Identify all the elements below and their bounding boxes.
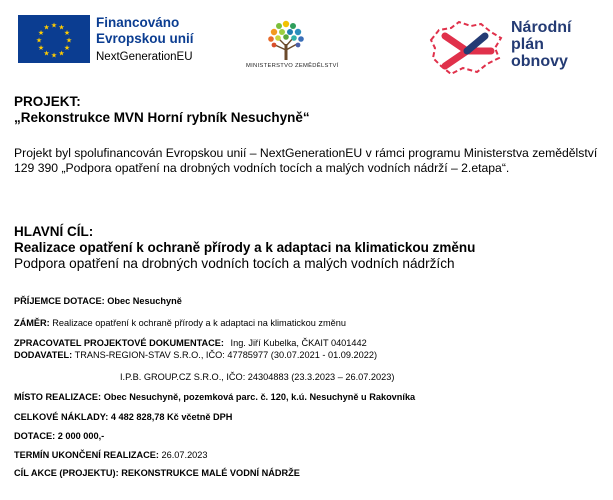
svg-text:★: ★ <box>50 21 58 30</box>
docs-value: Ing. Jiří Kubelka, ČKAIT 0401442 <box>230 338 367 348</box>
project-name: „Rekonstrukce MVN Horní rybník Nesuchyně“ <box>14 110 310 125</box>
npo-logo-text <box>511 19 571 70</box>
completion-label: TERMÍN UKONČENÍ REALIZACE: <box>14 450 159 460</box>
svg-text:★: ★ <box>63 44 71 52</box>
main-goal-line-2: Podpora opatření na drobných vodních tocích a malých vodních nádržích <box>14 256 455 271</box>
intent-row <box>14 318 346 328</box>
npo-line-1: Národní <box>511 19 572 36</box>
main-goal-line-1: Realizace opatření k ochraně přírody a k adaptaci na klimatickou změnu <box>14 240 476 255</box>
aim-row <box>14 468 300 478</box>
project-label: PROJEKT: <box>14 94 81 109</box>
eu-stars-icon <box>18 15 90 63</box>
main-goal-label: HLAVNÍ CÍL: <box>14 224 94 239</box>
completion-value: 26.07.2023 <box>161 450 208 460</box>
intent-label: ZÁMĚR: <box>14 318 50 328</box>
svg-text:★: ★ <box>50 51 58 60</box>
eu-line-3: NextGenerationEU <box>96 51 193 63</box>
costs-label: CELKOVÉ NÁKLADY: <box>14 412 109 422</box>
supplier-row <box>14 350 377 360</box>
npo-map-icon <box>425 18 507 80</box>
costs-value: 4 482 828,78 Kč včetně DPH <box>110 412 233 422</box>
location-value: Obec Nesuchyně, pozemková parc. č. 120, k.ú. Nesuchyně u Rakovníka <box>103 392 416 402</box>
ministry-tree-logo <box>262 18 310 62</box>
docs-label: ZPRACOVATEL PROJEKTOVÉ DOKUMENTACE: <box>14 338 224 348</box>
subsidy-row <box>14 431 104 441</box>
svg-text:★: ★ <box>37 29 45 37</box>
eu-funding-text <box>96 15 194 65</box>
npo-logo-mark <box>425 18 507 80</box>
svg-text:★: ★ <box>58 23 65 32</box>
aim-value: REKONSTRUKCE MALÉ VODNÍ NÁDRŽE <box>121 468 300 478</box>
eu-line-1: Financováno <box>96 15 180 30</box>
svg-text:★: ★ <box>43 23 50 32</box>
subsidy-value: 2 000 000,- <box>57 431 105 441</box>
supplier-value-1: TRANS-REGION-STAV S.R.O., IČO: 47785977 (30.07.2021 - 01.09.2022) <box>74 350 378 360</box>
supplier-value-2: I.P.B. GROUP.CZ S.R.O., IČO: 24304883 (23.3.2023 – 26.07.2023) <box>120 372 395 382</box>
docs-row <box>14 338 367 348</box>
svg-text:★: ★ <box>37 44 45 52</box>
aim-label: CÍL AKCE (PROJEKTU): <box>14 468 119 478</box>
recipient-value: Obec Nesuchyně <box>107 296 182 306</box>
npo-line-2: plán <box>511 36 544 53</box>
svg-text:★: ★ <box>58 49 65 58</box>
location-row <box>14 392 415 402</box>
supplier-label: DODAVATEL: <box>14 350 73 360</box>
eu-flag-logo <box>18 15 90 63</box>
project-description: Projekt byl spolufinancován Evropskou unií – NextGenerationEU v rámci programu Ministerstva zemědělství 129 390 „Podpora opatření na drobných vodních tocích a malých vodních nádrží – 2.etapa“. <box>14 146 598 175</box>
recipient-row <box>14 296 182 306</box>
svg-text:★: ★ <box>35 36 43 45</box>
supplier-row-2 <box>120 372 394 382</box>
recipient-label: PŘÍJEMCE DOTACE: <box>14 296 105 306</box>
location-label: MÍSTO REALIZACE: <box>14 392 102 402</box>
intent-value: Realizace opatření k ochraně přírody a k adaptaci na klimatickou změnu <box>52 318 346 328</box>
npo-line-3: obnovy <box>511 53 568 70</box>
subsidy-label: DOTACE: <box>14 431 56 441</box>
completion-row <box>14 450 208 460</box>
tree-icon <box>262 18 310 62</box>
svg-text:★: ★ <box>63 29 71 37</box>
svg-text:★: ★ <box>43 49 50 58</box>
costs-row <box>14 412 232 422</box>
ministry-caption: MINISTERSTVO ZEMĚDĚLSTVÍ <box>246 63 339 69</box>
svg-text:★: ★ <box>65 36 73 45</box>
eu-line-2: Evropskou unií <box>96 31 194 46</box>
